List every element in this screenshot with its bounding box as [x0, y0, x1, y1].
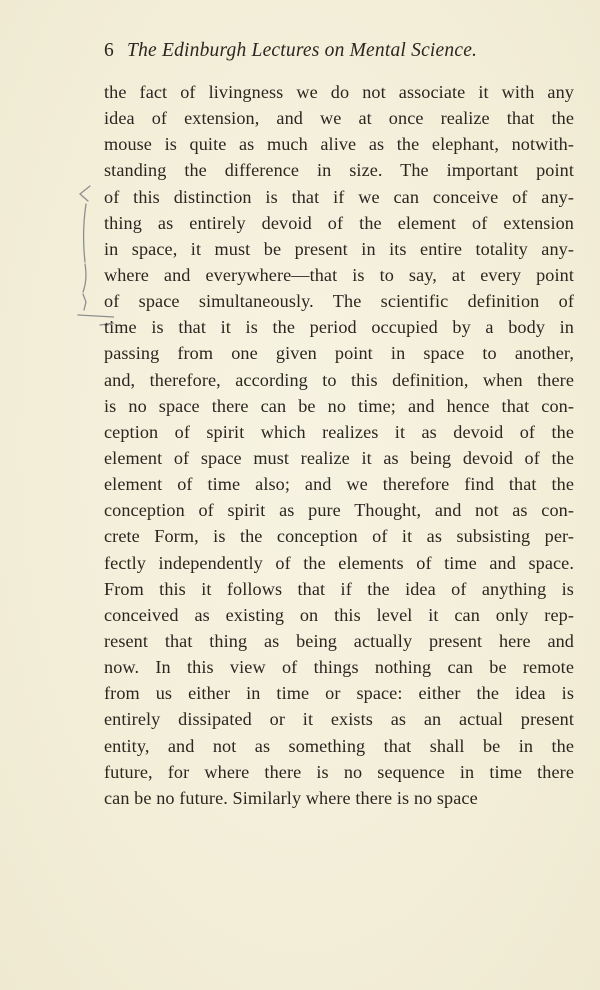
text-line: can be no future. Similarly where there is no space [104, 787, 478, 808]
text-line: and, therefore, according to this definition, when there [104, 369, 574, 390]
book-title: The Edinburgh Lectures on Mental Science. [127, 40, 478, 61]
text-line: from us either in time or space: either the idea is [104, 683, 574, 704]
text-line: time is that it is the period occupied by a body in [104, 317, 574, 338]
text-line: now. In this view of things nothing can be remote [104, 657, 574, 678]
text-line: in space, it must be present in its entire totality any- [104, 238, 574, 259]
text-line: where and everywhere—that is to say, at every point [104, 264, 574, 285]
text-line: future, for where there is no sequence in time there [104, 761, 574, 782]
text-line: passing from one given point in space to another, [104, 343, 574, 364]
text-line: is no space there can be no time; and hence that con- [104, 395, 574, 416]
text-line: entirely dissipated or it exists as an actual present [104, 709, 574, 730]
text-line: conception of spirit as pure Thought, and not as con- [104, 500, 574, 521]
text-line: entity, and not as something that shall be in the [104, 735, 574, 756]
text-line: ception of spirit which realizes it as devoid of the [104, 421, 574, 442]
running-head [104, 40, 574, 62]
text-line: conceived as existing on this level it can only rep- [104, 604, 574, 625]
text-line: mouse is quite as much alive as the elephant, notwith- [104, 134, 574, 155]
text-line: element of space must realize it as being devoid of the [104, 447, 574, 468]
text-line: thing as entirely devoid of the element of extension [104, 212, 574, 233]
text-line: standing the difference in size. The important point [104, 160, 574, 181]
text-line: From this it follows that if the idea of anything is [104, 578, 574, 599]
text-line: of space simultaneously. The scientific definition of [104, 291, 574, 312]
page-number: 6 [104, 40, 114, 61]
text-line: resent that thing as being actually present here and [104, 630, 574, 651]
text-line: idea of extension, and we at once realize that the [104, 108, 574, 129]
text-line: of this distinction is that if we can conceive of any- [104, 186, 574, 207]
text-line: the fact of livingness we do not associate it with any [104, 82, 574, 102]
text-line: element of time also; and we therefore find that the [104, 474, 574, 495]
body-text [104, 79, 574, 811]
text-line: crete Form, is the conception of it as subsisting per- [104, 526, 574, 547]
text-line: fectly independently of the elements of time and space. [104, 552, 574, 573]
